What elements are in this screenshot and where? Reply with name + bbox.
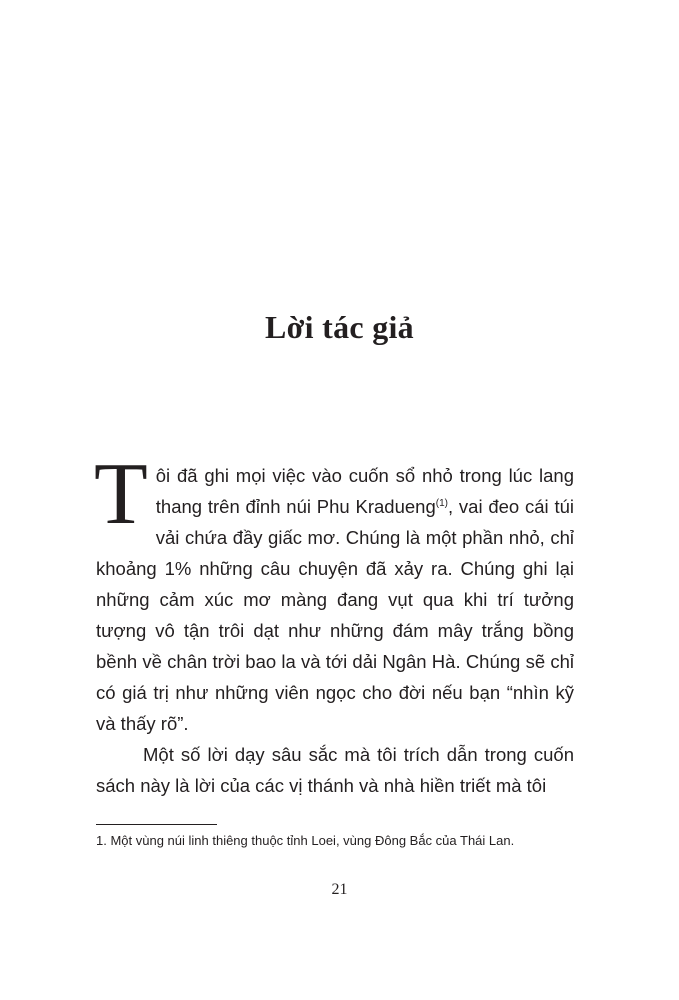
paragraph-1-part-2: , vai đeo cái túi vải chứa đầy giấc mơ. Chúng là một phần nhỏ, chỉ khoảng 1% những câu chuyện đã xảy ra. Chúng ghi lại những cảm xúc mơ màng đang vụt qua khi trí tưởng tượng vô tận trôi dạt như những đám mây trắng bồng bềnh về chân trời bao la và tới dải Ngân Hà. Chúng sẽ chỉ có giá trị như những viên ngọc cho đời nếu bạn “nhìn kỹ và thấy rõ”. <box>96 496 574 734</box>
footnote-divider <box>96 824 217 825</box>
footnote-reference: (1) <box>435 498 448 509</box>
drop-cap: T <box>94 446 148 543</box>
paragraph-1-part-1: ôi đã ghi mọi việc vào cuốn sổ nhỏ trong lúc lang thang trên đỉnh núi Phu Kradueng <box>155 465 574 517</box>
page-number: 21 <box>331 881 348 898</box>
paragraph-2: Một số lời dạy sâu sắc mà tôi trích dẫn trong cuốn sách này là lời của các vị thánh và nhà hiền triết mà tôi <box>96 744 574 796</box>
footnote: 1. Một vùng núi linh thiêng thuộc tỉnh Loei, vùng Đông Bắc của Thái Lan. <box>96 833 515 848</box>
body-text <box>94 446 574 801</box>
paragraph-1 <box>94 446 574 739</box>
chapter-title: Lời tác giả <box>264 309 414 345</box>
